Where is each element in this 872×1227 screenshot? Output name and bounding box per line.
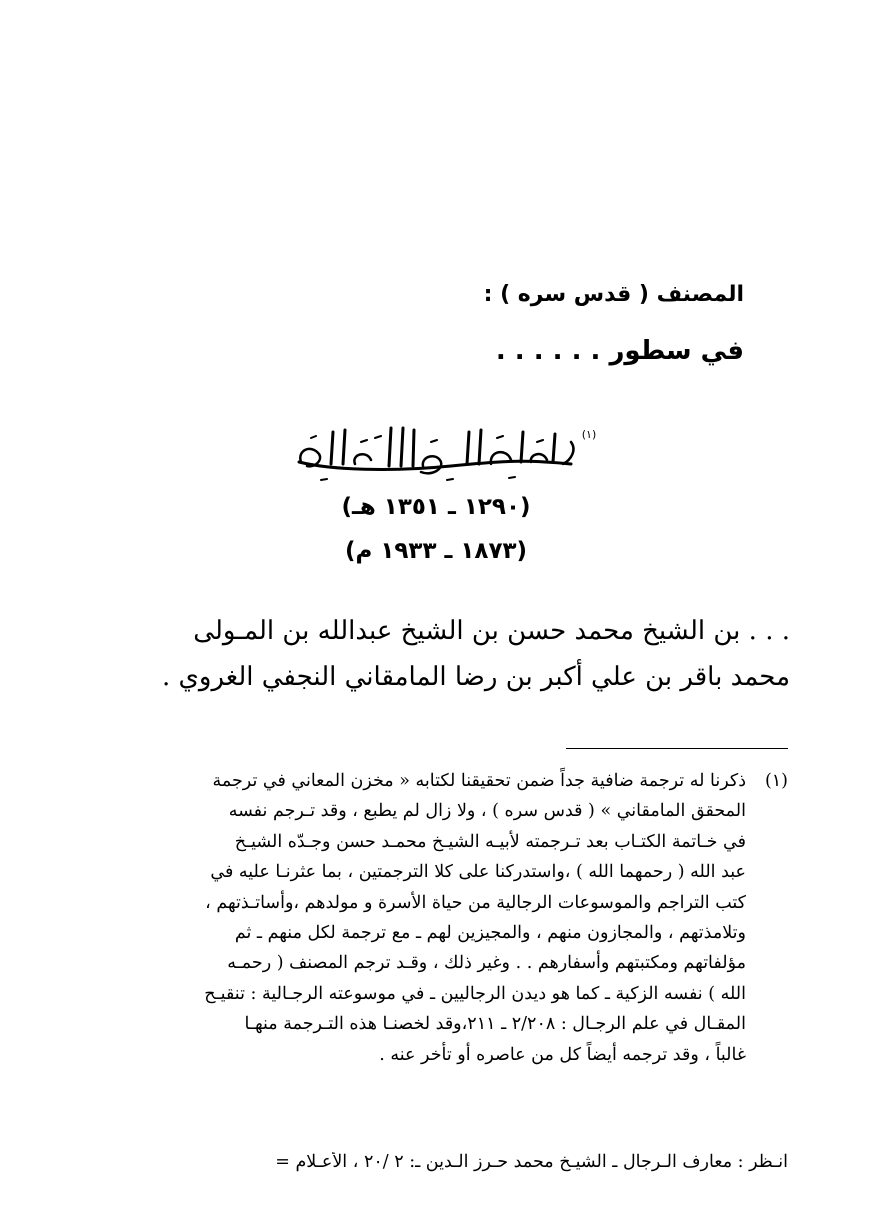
calligraphic-name-image	[271, 420, 601, 484]
footnote-line: عبد الله ( رحمهما الله ) ،واستدركنا على كلا الترجمتين ، بما عثرنـا عليه في	[210, 862, 746, 883]
calligraphy-title	[0, 420, 872, 489]
footnote-line: كتب التراجم والموسوعات الرجالية من حياة الأسرة و مولدهم ،وأساتـذتهم ،	[205, 892, 746, 913]
section-heading: المصنف ( قدس سره ) :	[483, 282, 744, 307]
section-subheading: في سطور . . . . . .	[495, 336, 744, 366]
footnote-line: المحقق المامقاني » ( قدس سره ) ، ولا زال لم يطبع ، وقد تـرجم نفسه	[228, 801, 746, 822]
hijri-dates: (١٢٩٠ ـ ١٣٥١ هـ)	[341, 494, 531, 520]
footnote-line: في خـاتمة الكتـاب بعد تـرجمته لأبيـه الشيـخ محمـد حسن وجـدّه الشيـخ	[234, 831, 746, 852]
footnote-text: ذكرنا له ترجمة ضافية جداً ضمن تحقيقنا لكتابه « مخزن المعاني في ترجمة	[212, 771, 746, 791]
footnote-marker: (١)	[581, 428, 597, 441]
footnote-line: المقـال في علم الرجـال : ٢/٢٠٨ ـ ٢١١،وقد لخصنـا هذه التـرجمة منهـا	[244, 1014, 746, 1035]
lineage-paragraph	[84, 608, 790, 700]
gregorian-dates: (١٨٧٣ ـ ١٩٣٣ م)	[344, 538, 528, 564]
paragraph-line: . . . بن الشيخ محمد حسن بن الشيخ عبدالله بن المـولى	[193, 616, 790, 646]
footnote-line	[82, 766, 788, 796]
footnote-number: (١)	[764, 771, 788, 791]
footnote-reference-line: انـظر : معارف الـرجال ـ الشيـخ محمد حـرز الـدين ـ: ٢ /٢٠ ، الأعـلام =	[275, 1152, 788, 1172]
footnote-line: غالباً ، وقد ترجمه أيضاً كل من عاصره أو تأخر عنه .	[379, 1044, 746, 1065]
footnote	[82, 766, 788, 1070]
footnote-separator	[566, 748, 788, 749]
footnote-line: مؤلفاتهم ومكتبتهم وأسفارهم . . وغير ذلك ، وقـد ترجم المصنف ( رحمـه	[227, 953, 746, 974]
paragraph-line: محمد باقر بن علي أكبر بن رضا المامقاني النجفي الغروي .	[162, 662, 790, 692]
footnote-line: وتلامذتهم ، والمجازون منهم ، والمجيزين لهم ـ مع ترجمة لكل منهم ـ ثم	[234, 923, 746, 944]
footnote-line: الله ) نفسه الزكية ـ كما هو ديدن الرجاليين ـ في موسوعته الرجـالية : تنقيـح	[204, 983, 746, 1004]
